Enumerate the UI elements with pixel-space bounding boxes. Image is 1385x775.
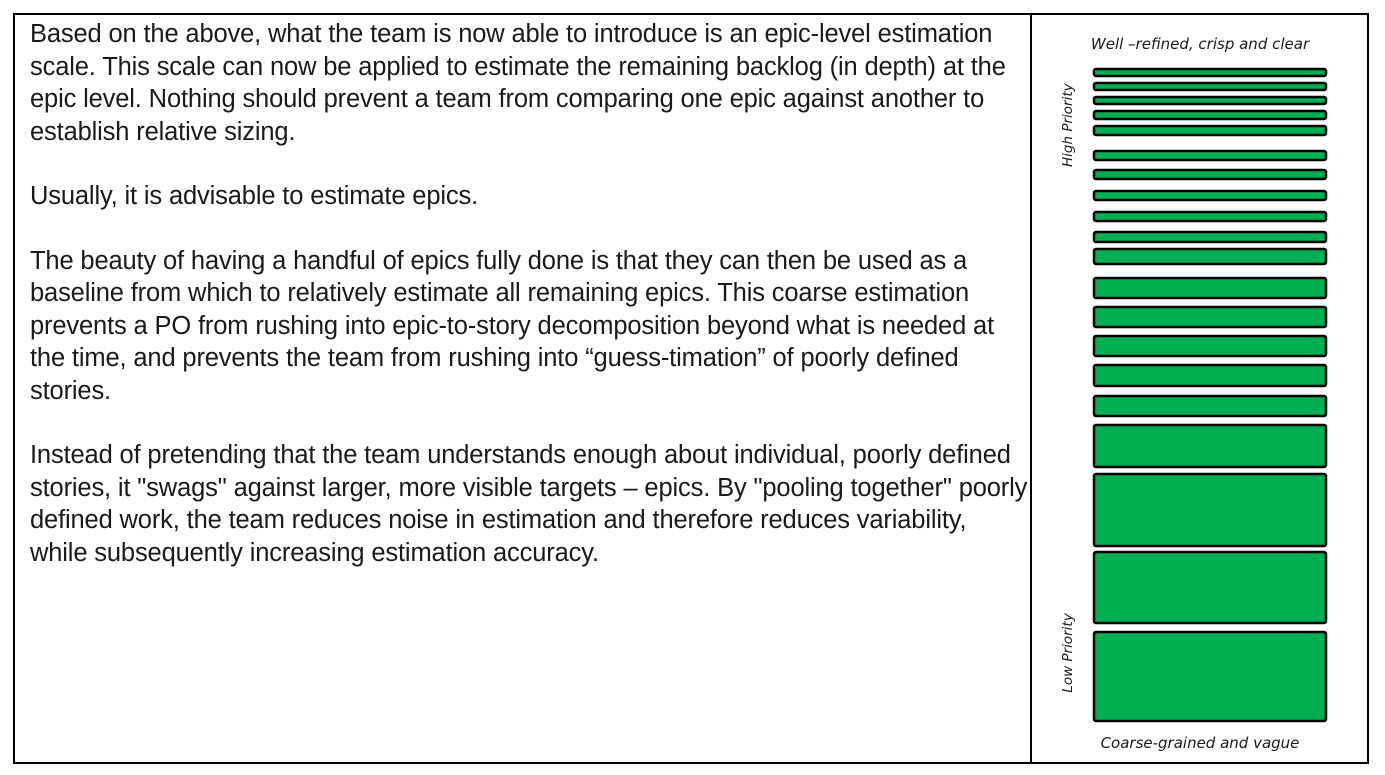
backlog-item-bar [1094,232,1326,242]
backlog-item-bar [1094,111,1326,119]
top-caption: Well –refined, crisp and clear [1090,35,1310,53]
low-priority-label: Low Priority [1060,613,1076,693]
paragraph-4: Instead of pretending that the team understands enough about individual, poorly defined stories, it "swags" against larger, more visible targets – epics. By "pooling together" poorly defined work, the team reduces noise in estimation and therefore reduces variability, while subsequently increasing estimation accuracy. [30,441,1028,567]
paragraph-2: Usually, it is advisable to estimate epics. [30,182,479,210]
backlog-item-bar [1094,151,1326,160]
backlog-bars [1032,15,1368,762]
backlog-item-bar [1094,191,1326,200]
backlog-item-bar [1094,126,1326,135]
bottom-caption: Coarse-grained and vague [1100,734,1300,752]
backlog-item-bar [1094,212,1326,221]
backlog-item-bar [1094,249,1326,264]
backlog-iceberg-diagram [1032,15,1368,762]
backlog-item-bar [1094,83,1326,90]
backlog-item-bar [1094,552,1326,623]
backlog-item-bar [1094,97,1326,104]
backlog-item-bar [1094,307,1326,327]
backlog-item-bar [1094,69,1326,76]
backlog-item-bar [1094,336,1326,356]
backlog-item-bar [1094,278,1326,298]
body-text [30,18,1030,601]
backlog-item-bar [1094,425,1326,467]
backlog-item-bar [1094,632,1326,721]
backlog-item-bar [1094,365,1326,386]
backlog-item-bar [1094,170,1326,179]
backlog-item-bar [1094,396,1326,416]
backlog-item-bar [1094,474,1326,546]
high-priority-label: High Priority [1060,83,1076,167]
paragraph-3: The beauty of having a handful of epics fully done is that they can then be used as a baseline from which to relatively estimate all remaining epics. This coarse estimation prevents a PO from rushing into epic-to-story decomposition beyond what is needed at the time, and prevents the team from rushing into “guess-timation” of poorly defined stories. [30,246,995,405]
paragraph-1: Based on the above, what the team is now able to introduce is an epic-level estimation scale. This scale can now be applied to estimate the remaining backlog (in depth) at the epic level. Nothing should prevent a team from comparing one epic against another to establish relative sizing. [30,20,1006,146]
